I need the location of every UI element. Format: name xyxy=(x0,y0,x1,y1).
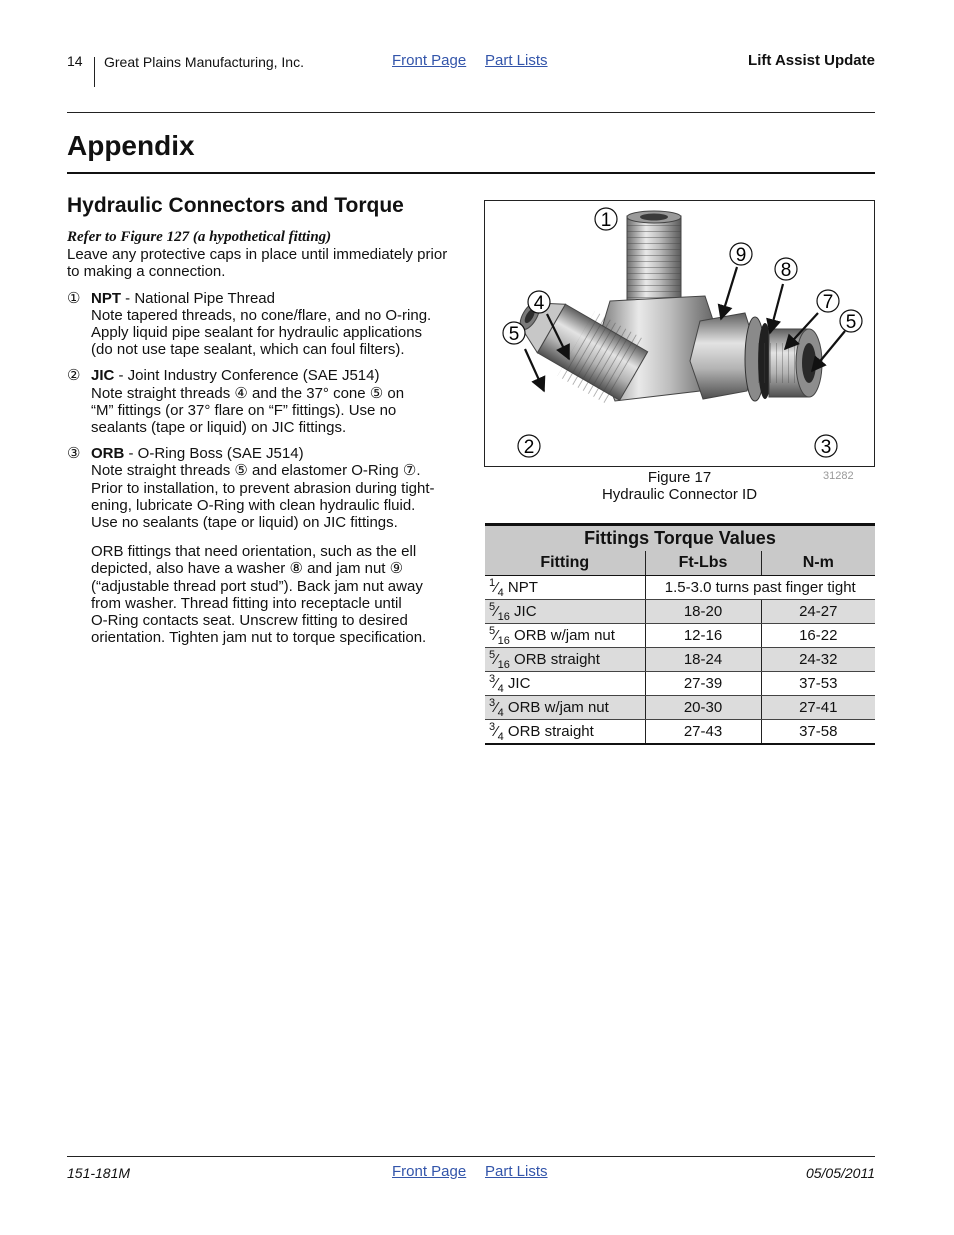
callout-label: 5 xyxy=(508,324,520,345)
item-line: Prior to installation, to prevent abrasion during tight- xyxy=(91,479,435,497)
ftlbs-cell: 27-43 xyxy=(645,720,761,745)
orb-orientation-paragraph xyxy=(67,543,459,646)
fitting-cell: $^5⁄_{16}$ ORB straight xyxy=(485,648,645,672)
item-desc: - Joint Industry Conference (SAE J514) xyxy=(114,367,380,385)
front-page-link[interactable]: Front Page xyxy=(392,52,467,69)
callout-label: 5 xyxy=(845,312,857,333)
npt-item xyxy=(67,290,459,359)
document-number: 151-181M xyxy=(67,1165,131,1181)
fraction-denominator: 16 xyxy=(497,634,510,647)
item-line: Note straight threads ④ and the 37° cone ⑤ on xyxy=(91,384,405,402)
callout-label: 8 xyxy=(780,260,792,281)
callout-marker: ③ xyxy=(67,445,81,463)
callout-label: 4 xyxy=(533,293,545,314)
item-line: Apply liquid pipe sealant for hydraulic applications xyxy=(91,324,423,342)
npt-thread-body xyxy=(627,211,681,301)
footer-part-lists-link[interactable]: Part Lists xyxy=(485,1163,548,1180)
page-title: Appendix xyxy=(67,130,195,161)
item-desc: - O-Ring Boss (SAE J514) xyxy=(124,445,304,463)
item-line: Use no sealants (tape or liquid) on JIC fittings. xyxy=(91,514,398,532)
torque-table xyxy=(485,523,875,745)
footer-rule xyxy=(67,1156,875,1157)
nm-cell: 37-53 xyxy=(761,672,875,696)
item-name: JIC xyxy=(91,367,115,385)
page-number: 14 xyxy=(67,53,83,69)
para-line: (“adjustable thread port stud”). Back jam nut away xyxy=(91,577,423,595)
item-name: NPT xyxy=(91,289,121,307)
ftlbs-cell: 12-16 xyxy=(645,624,761,648)
item-line: Note straight threads ⑤ and elastomer O-Ring ⑦. xyxy=(91,462,421,480)
para-line: depicted, also have a washer ⑧ and jam nut ⑨ xyxy=(91,560,404,578)
figure-number-caption: Figure 17 xyxy=(647,469,712,486)
torque-span-cell: 1.5-3.0 turns past finger tight xyxy=(645,576,875,600)
fitting-name: ORB straight xyxy=(509,650,600,668)
fitting-name: JIC xyxy=(509,602,537,620)
orb-item xyxy=(67,445,459,531)
fraction-denominator: 4 xyxy=(497,586,504,599)
fitting-name: ORB w/jam nut xyxy=(509,626,615,644)
orb-port-stud xyxy=(690,313,823,401)
fitting-cell: $^1⁄_4$ NPT xyxy=(485,576,645,600)
nm-cell: 37-58 xyxy=(761,720,875,745)
fitting-cell: $^5⁄_{16}$ ORB w/jam nut xyxy=(485,624,645,648)
table-row xyxy=(485,576,875,600)
fraction-numerator: 1 xyxy=(489,576,496,589)
col-header-nm: N-m xyxy=(761,551,875,576)
item-line: (do not use tape sealant, which can foul filters). xyxy=(91,341,405,359)
para-line: orientation. Tighten jam nut to torque specification. xyxy=(91,629,427,647)
item-name: ORB xyxy=(91,445,125,463)
fitting-name: JIC xyxy=(503,674,531,692)
callout-label: 7 xyxy=(822,292,834,313)
company-name: Great Plains Manufacturing, Inc. xyxy=(104,54,304,70)
fraction-numerator: 5 xyxy=(489,648,496,661)
instructions-column xyxy=(67,229,459,646)
fraction-numerator: 3 xyxy=(489,720,496,733)
para-line: ORB fittings that need orientation, such as the ell xyxy=(91,543,417,561)
nm-cell: 16-22 xyxy=(761,624,875,648)
fraction-numerator: 3 xyxy=(489,696,496,709)
ftlbs-cell: 20-30 xyxy=(645,696,761,720)
ftlbs-cell: 18-20 xyxy=(645,600,761,624)
document-title: Lift Assist Update xyxy=(748,52,875,69)
header-rule xyxy=(67,112,875,113)
callout-marker: ② xyxy=(67,367,81,385)
document-date: 05/05/2011 xyxy=(805,1165,875,1181)
fraction-numerator: 5 xyxy=(489,600,496,613)
section-heading: Hydraulic Connectors and Torque xyxy=(67,194,404,217)
table-row xyxy=(485,672,875,696)
figure-title-caption: Hydraulic Connector ID xyxy=(601,486,758,503)
col-header-ftlbs: Ft-Lbs xyxy=(645,551,761,576)
nm-cell: 24-27 xyxy=(761,600,875,624)
fraction-denominator: 16 xyxy=(497,658,510,671)
fraction-numerator: 3 xyxy=(489,672,496,685)
figure-caption xyxy=(484,469,875,503)
fraction-denominator: 16 xyxy=(497,610,510,623)
fraction-numerator: 5 xyxy=(489,624,496,637)
fitting-cell: $^3⁄_4$ ORB straight xyxy=(485,720,645,745)
title-rule xyxy=(67,172,875,174)
table-row xyxy=(485,624,875,648)
table-row xyxy=(485,696,875,720)
header-divider xyxy=(94,57,95,87)
nm-cell: 27-41 xyxy=(761,696,875,720)
nm-cell: 24-32 xyxy=(761,648,875,672)
table-row xyxy=(485,648,875,672)
table-row xyxy=(485,720,875,745)
para-line: from washer. Thread fitting into receptacle until xyxy=(91,594,402,612)
ftlbs-cell: 18-24 xyxy=(645,648,761,672)
table-row xyxy=(485,600,875,624)
intro-text: Leave any protective caps in place until immediately prior to making a connection. xyxy=(67,246,448,281)
callout-label: 1 xyxy=(600,210,612,231)
footer-front-page-link[interactable]: Front Page xyxy=(392,1163,467,1180)
ftlbs-cell: 27-39 xyxy=(645,672,761,696)
table-title: Fittings Torque Values xyxy=(485,525,875,552)
item-line: “M” fittings (or 37° flare on “F” fittings). Use no xyxy=(91,401,397,419)
jic-item xyxy=(67,367,459,436)
callout-label: 3 xyxy=(820,437,832,458)
callout-label: 2 xyxy=(523,437,535,458)
para-line: O-Ring contacts seat. Unscrew fitting to desired xyxy=(91,612,408,630)
fitting-name: ORB straight xyxy=(503,722,594,740)
callout-marker: ① xyxy=(67,289,81,307)
figure-id-number: 31282 xyxy=(823,470,854,482)
fitting-cell: $^3⁄_4$ JIC xyxy=(485,672,645,696)
part-lists-link[interactable]: Part Lists xyxy=(485,52,548,69)
fitting-name: ORB w/jam nut xyxy=(503,698,609,716)
item-line: ening, lubricate O-Ring with clean hydraulic fluid. xyxy=(91,496,416,514)
callout-label: 9 xyxy=(735,245,747,266)
fraction-denominator: 4 xyxy=(497,706,504,719)
item-line: sealants (tape or liquid) on JIC fittings. xyxy=(91,419,347,437)
hydraulic-connector-figure xyxy=(484,200,875,467)
item-desc: - National Pipe Thread xyxy=(121,289,275,307)
fraction-denominator: 4 xyxy=(497,682,504,695)
fitting-name: NPT xyxy=(503,578,538,596)
item-line: Note tapered threads, no cone/flare, and no O-ring. xyxy=(91,306,432,324)
fitting-cell: $^5⁄_{16}$ JIC xyxy=(485,600,645,624)
fitting-cell: $^3⁄_4$ ORB w/jam nut xyxy=(485,696,645,720)
figure-reference: Refer to Figure 127 (a hypothetical fitting) xyxy=(67,229,332,245)
fitting-illustration xyxy=(485,201,874,466)
col-header-fitting: Fitting xyxy=(485,551,645,576)
fraction-denominator: 4 xyxy=(497,730,504,743)
